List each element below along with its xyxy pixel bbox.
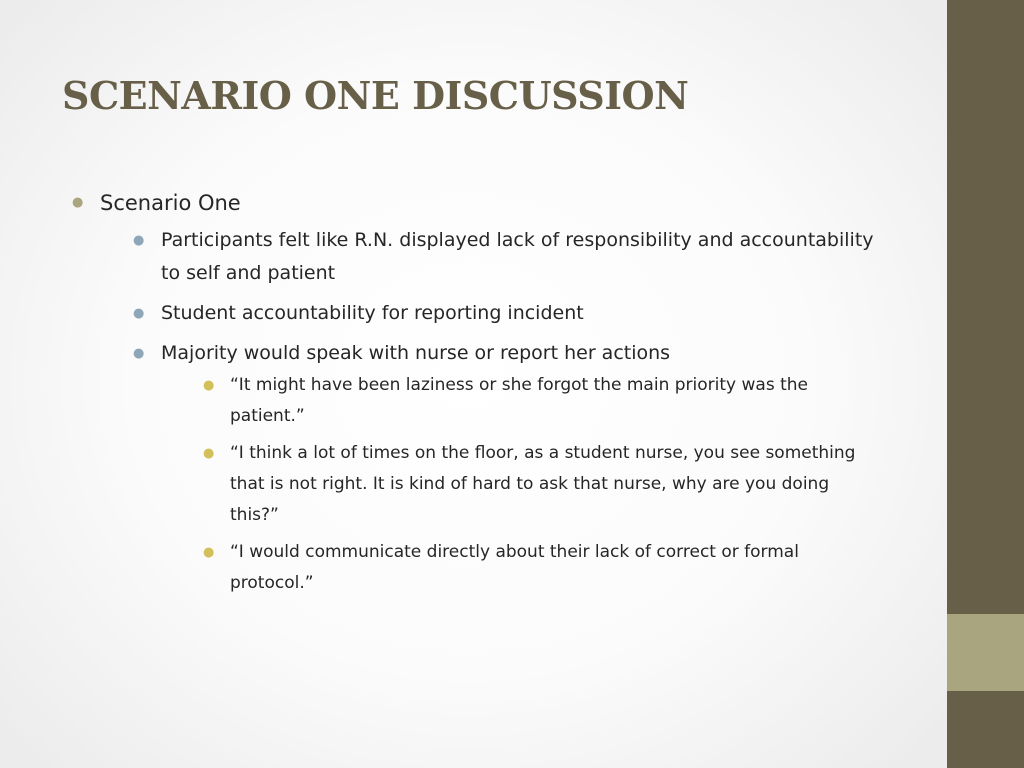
slide-content xyxy=(72,186,882,606)
bullet-dot-icon: ● xyxy=(203,378,215,393)
quote-item xyxy=(203,537,882,599)
bullet-dot-icon: ● xyxy=(203,545,215,560)
quote-text: “I think a lot of times on the floor, as a student nurse, you see something that is not right. It is kind of hard to ask that nurse, why are you doing this?” xyxy=(230,443,856,525)
bullet-text: Majority would speak with nurse or report her actions xyxy=(161,342,671,364)
sub-bullet-item xyxy=(133,337,882,599)
bullet-scenario-one xyxy=(72,186,882,599)
quote-text: “I would communicate directly about their lack of correct or formal protocol.” xyxy=(230,542,799,593)
bullet-text: Student accountability for reporting incident xyxy=(161,302,584,324)
quote-list xyxy=(161,370,882,599)
bullet-dot-icon: ● xyxy=(133,346,145,361)
bullet-text: Scenario One xyxy=(100,191,241,215)
bullet-dot-icon: ● xyxy=(133,306,145,321)
slide-title: SCENARIO ONE DISCUSSION xyxy=(62,73,689,118)
quote-text: “It might have been laziness or she forgot the main priority was the patient.” xyxy=(230,375,808,426)
bullet-dot-icon: ● xyxy=(133,233,145,248)
bullet-dot-icon: ● xyxy=(203,446,215,461)
sub-bullet-item xyxy=(133,297,882,330)
bullet-dot-icon: ● xyxy=(72,195,84,210)
quote-item xyxy=(203,370,882,432)
sub-bullet-item xyxy=(133,224,882,290)
bullet-list xyxy=(72,186,882,599)
bullet-text: Participants felt like R.N. displayed lack of responsibility and accountability to self and patient xyxy=(161,229,874,284)
quote-item xyxy=(203,438,882,531)
right-sidebar-accent xyxy=(947,614,1024,691)
sub-bullet-list xyxy=(100,224,882,599)
